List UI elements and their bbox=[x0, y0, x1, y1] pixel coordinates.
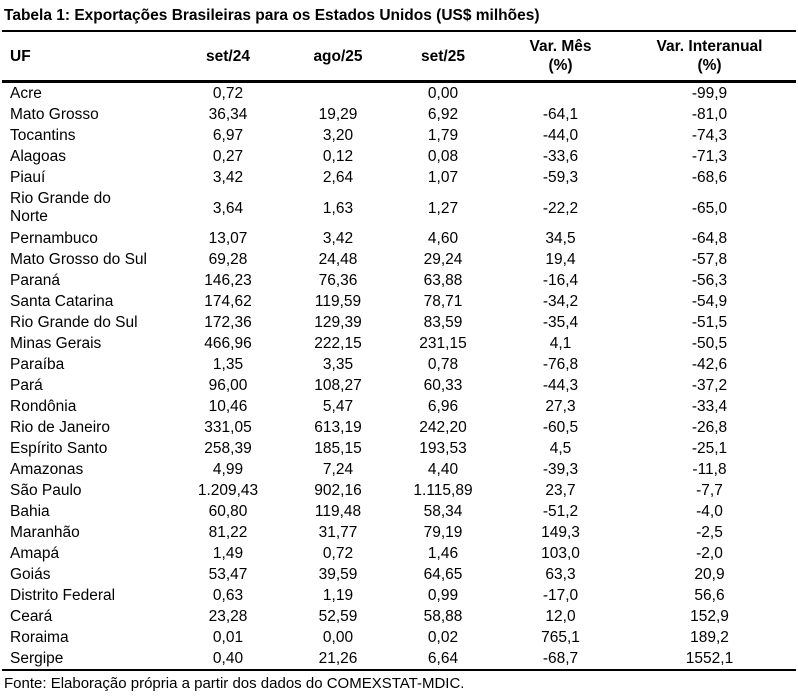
cell-uf: Mato Grosso bbox=[10, 106, 99, 123]
table-row bbox=[2, 438, 796, 459]
cell-value: 129,39 bbox=[314, 314, 362, 331]
cell-value: 902,16 bbox=[314, 482, 362, 499]
cell-value: -76,8 bbox=[542, 356, 579, 373]
cell-value: 1,79 bbox=[427, 127, 459, 144]
cell-value: 185,15 bbox=[314, 440, 362, 457]
table-row bbox=[2, 354, 796, 375]
cell-value bbox=[288, 82, 388, 105]
table-row bbox=[2, 627, 796, 648]
cell-value: 0,72 bbox=[212, 85, 244, 102]
cell-value: -2,0 bbox=[696, 545, 723, 562]
cell-value: 34,5 bbox=[545, 230, 576, 247]
cell-value: 172,36 bbox=[204, 314, 252, 331]
cell-value: -26,8 bbox=[691, 419, 728, 436]
column-header-label: set/25 bbox=[421, 47, 465, 65]
cell-value: 6,96 bbox=[427, 398, 459, 415]
cell-value: 152,9 bbox=[690, 608, 729, 625]
cell-value: -99,9 bbox=[691, 85, 728, 102]
cell-uf: Distrito Federal bbox=[10, 587, 116, 604]
cell-value: 1,49 bbox=[212, 545, 244, 562]
cell-uf: Acre bbox=[10, 85, 42, 102]
cell-value: 7,24 bbox=[322, 461, 354, 478]
cell-value: 466,96 bbox=[204, 335, 252, 352]
cell-value: 149,3 bbox=[541, 524, 580, 541]
cell-uf: Mato Grosso do Sul bbox=[10, 251, 147, 268]
cell-value: -68,7 bbox=[498, 648, 623, 670]
column-header-set-24 bbox=[168, 31, 288, 82]
cell-value: 36,34 bbox=[208, 106, 248, 123]
cell-value: 0,00 bbox=[427, 85, 459, 102]
cell-value: 258,39 bbox=[204, 440, 252, 457]
cell-value: 27,3 bbox=[545, 398, 576, 415]
cell-uf: Amazonas bbox=[10, 461, 84, 478]
cell-value: -11,8 bbox=[692, 461, 727, 478]
cell-value: 12,0 bbox=[545, 608, 576, 625]
table-row bbox=[2, 312, 796, 333]
cell-uf: Pará bbox=[10, 377, 43, 394]
cell-value: 1552,1 bbox=[623, 648, 796, 670]
cell-value: 4,60 bbox=[427, 230, 459, 247]
cell-uf: Ceará bbox=[10, 608, 53, 625]
cell-value: 1,35 bbox=[212, 356, 244, 373]
cell-value: -22,2 bbox=[542, 199, 579, 217]
cell-value: 174,62 bbox=[204, 293, 252, 310]
cell-value: 13,07 bbox=[208, 230, 248, 247]
cell-value: 1,63 bbox=[322, 199, 354, 217]
table-row bbox=[2, 167, 796, 188]
cell-value: 23,7 bbox=[545, 482, 576, 499]
cell-uf: Rondônia bbox=[10, 398, 77, 415]
cell-value: -71,3 bbox=[691, 148, 728, 165]
column-header-label: set/24 bbox=[206, 47, 250, 65]
cell-value: 103,0 bbox=[541, 545, 580, 562]
table-row bbox=[2, 125, 796, 146]
cell-value: -68,6 bbox=[691, 169, 728, 186]
cell-value: 613,19 bbox=[314, 419, 362, 436]
table-title: Tabela 1: Exportações Brasileiras para os Estados Unidos (US$ milhões) bbox=[4, 7, 540, 24]
cell-value: 64,65 bbox=[423, 566, 463, 583]
column-header-var-mes bbox=[498, 31, 623, 82]
cell-value: 10,46 bbox=[208, 398, 248, 415]
cell-value: 29,24 bbox=[423, 251, 463, 268]
table-row bbox=[2, 480, 796, 501]
cell-value: 1,19 bbox=[322, 587, 354, 604]
cell-value: 1.115,89 bbox=[413, 482, 473, 499]
cell-value: -60,5 bbox=[542, 419, 579, 436]
cell-value: 6,97 bbox=[212, 127, 244, 144]
exports-table bbox=[2, 30, 796, 671]
table-row bbox=[2, 82, 796, 105]
cell-value: -35,4 bbox=[542, 314, 579, 331]
cell-value: 222,15 bbox=[314, 335, 362, 352]
cell-uf: Alagoas bbox=[10, 148, 67, 165]
cell-value: 53,47 bbox=[208, 566, 248, 583]
cell-value: 69,28 bbox=[208, 251, 248, 268]
cell-value: -44,0 bbox=[542, 127, 579, 144]
table-row bbox=[2, 522, 796, 543]
cell-value: 79,19 bbox=[423, 524, 463, 541]
cell-value: -65,0 bbox=[691, 199, 728, 217]
cell-uf bbox=[2, 188, 168, 228]
table-row bbox=[2, 333, 796, 354]
table-row bbox=[2, 648, 796, 670]
column-header-unit: (%) bbox=[697, 57, 722, 74]
cell-value: 119,59 bbox=[314, 293, 362, 310]
table-row bbox=[2, 249, 796, 270]
cell-value: 193,53 bbox=[419, 440, 467, 457]
cell-value: 3,35 bbox=[322, 356, 354, 373]
cell-value: 6,92 bbox=[427, 106, 459, 123]
cell-value: 1,46 bbox=[427, 545, 459, 562]
cell-value: 0,02 bbox=[427, 629, 459, 646]
cell-value: 0,40 bbox=[168, 648, 288, 670]
cell-value: -17,0 bbox=[542, 587, 579, 604]
cell-value: 58,88 bbox=[423, 608, 463, 625]
table-row bbox=[2, 146, 796, 167]
cell-value: -33,6 bbox=[542, 148, 579, 165]
cell-value: -74,3 bbox=[691, 127, 728, 144]
header-row bbox=[2, 31, 796, 82]
cell-value: 4,1 bbox=[549, 335, 572, 352]
cell-value: -7,7 bbox=[696, 482, 723, 499]
table-row bbox=[2, 291, 796, 312]
cell-uf: Paraíba bbox=[10, 356, 65, 373]
table-row bbox=[2, 270, 796, 291]
cell-uf: Espírito Santo bbox=[10, 440, 108, 457]
cell-value: 0,08 bbox=[427, 148, 459, 165]
cell-value: 6,64 bbox=[388, 648, 498, 670]
cell-value: 81,22 bbox=[208, 524, 248, 541]
table-row bbox=[2, 104, 796, 125]
cell-value: 4,40 bbox=[427, 461, 459, 478]
cell-value: 0,63 bbox=[212, 587, 244, 604]
cell-value: -2,5 bbox=[696, 524, 723, 541]
cell-uf: Amapá bbox=[10, 545, 60, 562]
cell-value: 96,00 bbox=[208, 377, 248, 394]
cell-value: -64,1 bbox=[542, 106, 579, 123]
cell-value: 83,59 bbox=[423, 314, 463, 331]
table-row bbox=[2, 188, 796, 228]
cell-value: 0,27 bbox=[212, 148, 244, 165]
table-row bbox=[2, 396, 796, 417]
cell-value: 146,23 bbox=[204, 272, 252, 289]
cell-value: 0,12 bbox=[322, 148, 354, 165]
column-header-uf bbox=[2, 31, 168, 82]
cell-value bbox=[498, 82, 623, 105]
cell-uf: São Paulo bbox=[10, 482, 82, 499]
column-header-ago-25 bbox=[288, 31, 388, 82]
cell-value: 242,20 bbox=[419, 419, 467, 436]
cell-value: 0,01 bbox=[212, 629, 244, 646]
cell-value: 3,20 bbox=[322, 127, 354, 144]
table-row bbox=[2, 543, 796, 564]
table-row bbox=[2, 501, 796, 522]
table-header bbox=[2, 31, 796, 82]
cell-value: 231,15 bbox=[419, 335, 467, 352]
cell-value: 3,42 bbox=[212, 169, 244, 186]
column-header-var-interanual bbox=[623, 31, 796, 82]
source-note: Fonte: Elaboração própria a partir dos dados do COMEXSTAT-MDIC. bbox=[4, 675, 465, 692]
cell-value: 0,99 bbox=[427, 587, 459, 604]
table-row bbox=[2, 459, 796, 480]
cell-value: -33,4 bbox=[691, 398, 728, 415]
cell-value: 3,64 bbox=[212, 199, 244, 217]
cell-value: 1.209,43 bbox=[197, 482, 259, 499]
table-row bbox=[2, 417, 796, 438]
cell-value: 39,59 bbox=[318, 566, 358, 583]
cell-value: 19,29 bbox=[318, 106, 358, 123]
cell-value: 1,27 bbox=[427, 199, 459, 217]
table-row bbox=[2, 585, 796, 606]
cell-value: -16,4 bbox=[542, 272, 579, 289]
cell-value: 3,42 bbox=[322, 230, 354, 247]
cell-uf: Roraima bbox=[10, 629, 69, 646]
cell-value: -51,5 bbox=[691, 314, 728, 331]
cell-value: -4,0 bbox=[696, 503, 723, 520]
cell-value: 76,36 bbox=[318, 272, 358, 289]
column-header-label: Var. Mês bbox=[529, 38, 592, 55]
column-header-label: ago/25 bbox=[313, 47, 363, 65]
cell-value: 78,71 bbox=[423, 293, 463, 310]
uf-label: Rio Grande do Norte bbox=[10, 190, 111, 225]
column-header-label: UF bbox=[10, 47, 31, 65]
cell-value: -37,2 bbox=[691, 377, 728, 394]
column-header-set-25 bbox=[388, 31, 498, 82]
cell-value: 24,48 bbox=[318, 251, 358, 268]
cell-value: 331,05 bbox=[204, 419, 252, 436]
cell-value: 19,4 bbox=[545, 251, 576, 268]
cell-value: -50,5 bbox=[691, 335, 728, 352]
cell-uf: Santa Catarina bbox=[10, 293, 114, 310]
cell-value: -64,8 bbox=[691, 230, 728, 247]
cell-value: 765,1 bbox=[541, 629, 580, 646]
column-header-unit: (%) bbox=[548, 57, 573, 74]
cell-value: 2,64 bbox=[322, 169, 354, 186]
cell-value: 5,47 bbox=[322, 398, 354, 415]
cell-value: 60,80 bbox=[208, 503, 248, 520]
table-row bbox=[2, 564, 796, 585]
cell-value: 56,6 bbox=[694, 587, 725, 604]
cell-value: -56,3 bbox=[691, 272, 728, 289]
cell-uf: Tocantins bbox=[10, 127, 76, 144]
cell-uf: Maranhão bbox=[10, 524, 80, 541]
cell-uf: Goiás bbox=[10, 566, 51, 583]
cell-value: -81,0 bbox=[691, 106, 728, 123]
cell-value: 31,77 bbox=[318, 524, 358, 541]
table-body bbox=[2, 82, 796, 671]
cell-value: 0,00 bbox=[322, 629, 354, 646]
cell-value: -39,3 bbox=[542, 461, 579, 478]
column-header-label: Var. Interanual bbox=[656, 38, 763, 55]
cell-value: 60,33 bbox=[423, 377, 463, 394]
cell-value: -54,9 bbox=[691, 293, 728, 310]
cell-value: -34,2 bbox=[542, 293, 579, 310]
cell-value: -51,2 bbox=[542, 503, 579, 520]
cell-value: -57,8 bbox=[691, 251, 728, 268]
cell-value: -42,6 bbox=[691, 356, 728, 373]
cell-value: 108,27 bbox=[314, 377, 362, 394]
cell-value: 189,2 bbox=[690, 629, 729, 646]
cell-value: 21,26 bbox=[288, 648, 388, 670]
cell-value: 23,28 bbox=[208, 608, 248, 625]
cell-uf: Pernambuco bbox=[10, 230, 98, 247]
cell-value: -59,3 bbox=[542, 169, 579, 186]
table-row bbox=[2, 375, 796, 396]
table-row bbox=[2, 606, 796, 627]
cell-value: 4,5 bbox=[549, 440, 572, 457]
cell-value: 20,9 bbox=[694, 566, 725, 583]
cell-value: -44,3 bbox=[542, 377, 579, 394]
cell-value: 119,48 bbox=[314, 503, 362, 520]
cell-uf: Minas Gerais bbox=[10, 335, 102, 352]
cell-value: 58,34 bbox=[423, 503, 463, 520]
cell-uf: Sergipe bbox=[2, 648, 168, 670]
cell-uf: Rio de Janeiro bbox=[10, 419, 110, 436]
cell-value: 63,88 bbox=[423, 272, 463, 289]
cell-value: -25,1 bbox=[691, 440, 728, 457]
cell-value: 4,99 bbox=[212, 461, 244, 478]
cell-uf: Paraná bbox=[10, 272, 60, 289]
cell-value: 52,59 bbox=[318, 608, 358, 625]
cell-uf: Rio Grande do Sul bbox=[10, 314, 138, 331]
cell-uf: Bahia bbox=[10, 503, 50, 520]
cell-uf: Piauí bbox=[10, 169, 46, 186]
cell-value: 0,78 bbox=[427, 356, 459, 373]
table-row bbox=[2, 228, 796, 249]
cell-value: 1,07 bbox=[427, 169, 459, 186]
cell-value: 63,3 bbox=[545, 566, 576, 583]
cell-value: 0,72 bbox=[322, 545, 354, 562]
